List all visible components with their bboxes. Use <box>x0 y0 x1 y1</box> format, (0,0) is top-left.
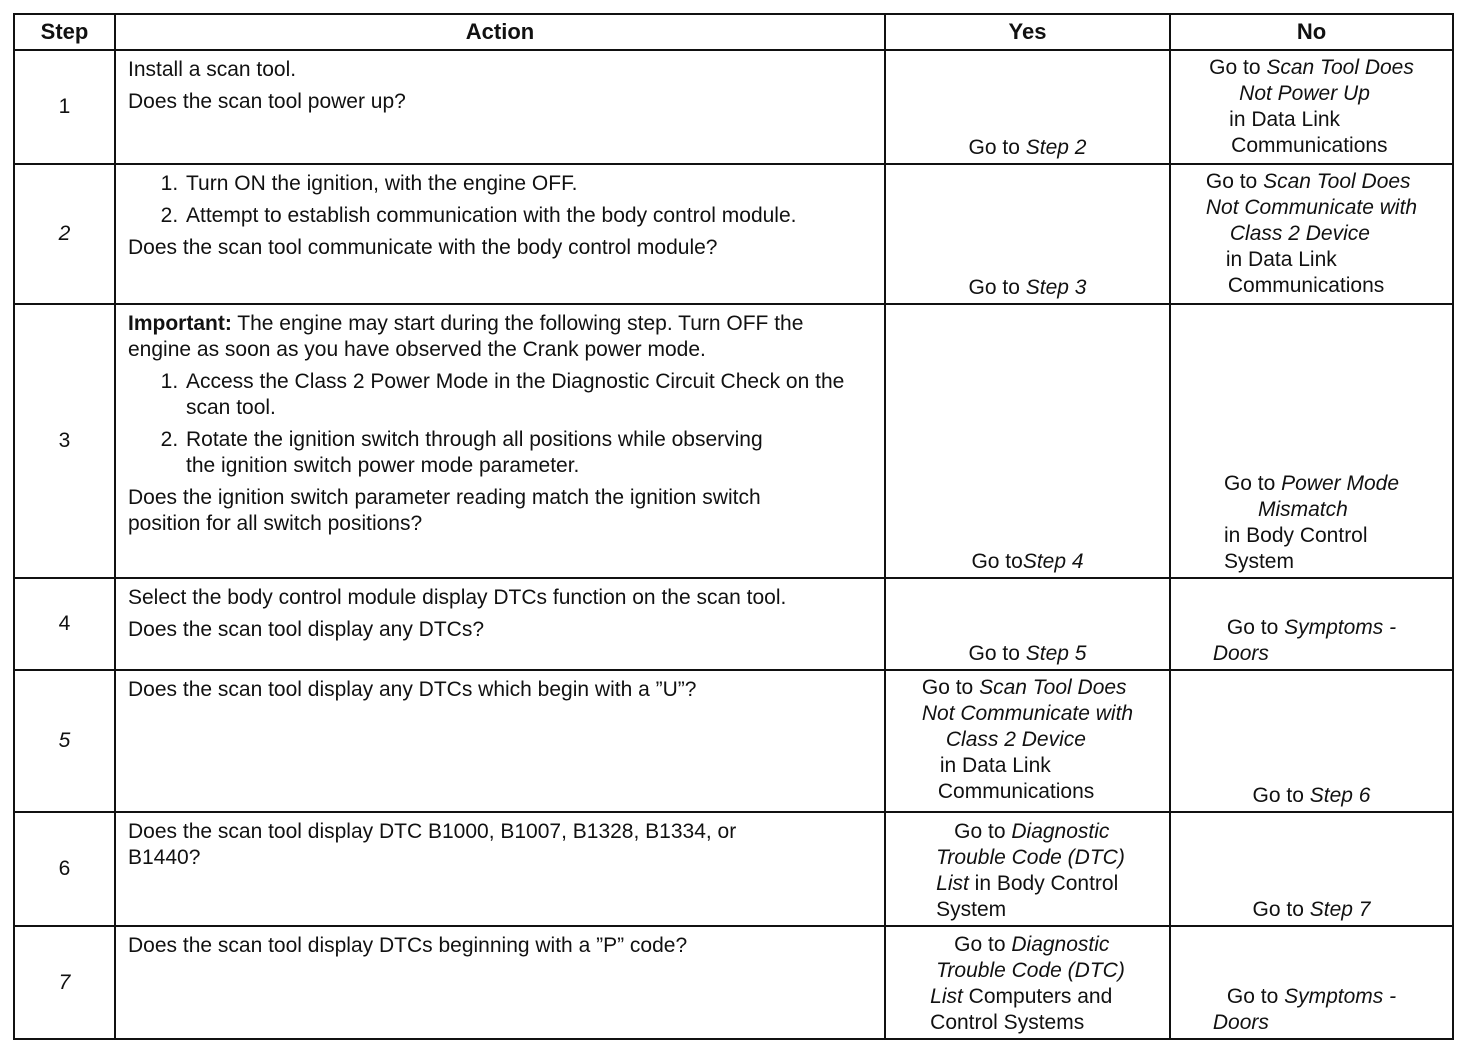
no-ref-block <box>1206 169 1417 299</box>
yes-cell <box>885 926 1170 1039</box>
important-text: The engine may start during the following step. Turn OFF the engine as soon as you have observed the Crank power mode. <box>128 312 804 361</box>
step-number: 5 <box>14 670 115 812</box>
no-link[interactable]: Power Mode <box>1281 472 1400 495</box>
no-location-cont: System <box>1223 550 1294 573</box>
no-link-cont[interactable]: Doors <box>1212 642 1269 665</box>
no-ref-block <box>1224 471 1399 575</box>
no-link-cont[interactable]: Doors <box>1212 1011 1269 1034</box>
important-note <box>128 311 872 363</box>
table-row <box>14 812 1453 926</box>
yes-link-cont[interactable]: Trouble Code (DTC) <box>936 959 1125 982</box>
diagnostic-table <box>13 13 1454 1040</box>
header-no: No <box>1170 14 1453 50</box>
yes-prefix: Go to <box>921 676 980 699</box>
action-question: Does the scan tool display any DTCs? <box>128 618 485 641</box>
action-question: Does the scan tool power up? <box>128 90 406 113</box>
header-yes: Yes <box>885 14 1170 50</box>
yes-link[interactable]: Step 5 <box>1025 642 1087 665</box>
action-question: Does the scan tool display DTCs beginning with a ”P” code? <box>128 934 688 957</box>
table-row <box>14 926 1453 1039</box>
yes-link[interactable]: Step 2 <box>1025 136 1087 159</box>
action-cell <box>115 926 885 1039</box>
no-cell <box>1170 164 1453 304</box>
action-item: 2. Rotate the ignition switch through all positions while observing the ignition switch power mode parameter. <box>184 427 872 479</box>
step-number: 6 <box>14 812 115 926</box>
yes-cell <box>885 304 1170 578</box>
table-row <box>14 50 1453 164</box>
no-cell <box>1170 670 1453 812</box>
no-location: in Data Link <box>1229 108 1341 131</box>
action-question: Does the ignition switch parameter reading match the ignition switch position for all switch positions? <box>128 486 761 535</box>
yes-link-cont[interactable]: Not Communicate with <box>921 702 1134 725</box>
no-ref-block <box>1212 984 1397 1036</box>
no-prefix: Go to <box>1209 56 1267 79</box>
important-label: Important: <box>128 312 232 335</box>
step-number: 3 <box>14 304 115 578</box>
header-step: Step <box>14 14 115 50</box>
yes-location-cont: Control Systems <box>930 1011 1085 1034</box>
no-link[interactable]: Symptoms - <box>1284 985 1397 1008</box>
yes-ref-block <box>930 819 1125 923</box>
yes-cell <box>885 50 1170 164</box>
action-question: Does the scan tool display any DTCs which begin with a ”U”? <box>128 678 697 701</box>
yes-prefix: Go to <box>968 136 1026 159</box>
no-link[interactable]: Step 6 <box>1309 784 1371 807</box>
no-cell <box>1170 926 1453 1039</box>
action-text: Install a scan tool. <box>128 58 297 81</box>
action-cell <box>115 164 885 304</box>
yes-cell <box>885 812 1170 926</box>
yes-link-cont[interactable]: Trouble Code (DTC) <box>936 846 1125 869</box>
yes-location: in Data Link <box>939 754 1051 777</box>
action-text: Select the body control module display DTCs function on the scan tool. <box>128 586 787 609</box>
no-link[interactable]: Scan Tool Does <box>1263 170 1411 193</box>
no-cell <box>1170 304 1453 578</box>
no-link-cont[interactable]: Not Communicate with <box>1205 196 1418 219</box>
no-location: in Data Link <box>1225 248 1337 271</box>
yes-link[interactable]: Step 3 <box>1025 276 1087 299</box>
no-prefix: Go to <box>1226 985 1285 1008</box>
no-prefix: Go to <box>1252 898 1310 921</box>
no-prefix: Go to <box>1226 616 1285 639</box>
step-number: 2 <box>14 164 115 304</box>
no-ref-block <box>1209 55 1414 159</box>
no-link-cont[interactable]: Mismatch <box>1257 498 1348 521</box>
step-number: 1 <box>14 50 115 164</box>
yes-prefix: Go to <box>954 820 1012 843</box>
step-number: 7 <box>14 926 115 1039</box>
table-row <box>14 578 1453 670</box>
yes-location-cont: System <box>936 898 1007 921</box>
action-question: Does the scan tool display DTC B1000, B1007, B1328, B1334, or B1440? <box>128 820 737 869</box>
table-row <box>14 670 1453 812</box>
no-cell <box>1170 578 1453 670</box>
no-link[interactable]: Symptoms - <box>1284 616 1397 639</box>
yes-link[interactable]: Diagnostic <box>1011 820 1110 843</box>
action-cell <box>115 304 885 578</box>
no-cell <box>1170 50 1453 164</box>
no-location-cont: Communications <box>1227 274 1385 297</box>
header-row <box>14 14 1453 50</box>
yes-prefix: Go to <box>968 642 1026 665</box>
yes-location: in Body Control <box>968 872 1119 895</box>
yes-ref-block <box>922 675 1133 805</box>
action-question: Does the scan tool communicate with the body control module? <box>128 236 718 259</box>
no-location-cont: Communications <box>1231 134 1388 157</box>
no-location: in Body Control <box>1223 524 1368 547</box>
table-row <box>14 164 1453 304</box>
no-prefix: Go to <box>1205 170 1264 193</box>
yes-link-cont[interactable]: List <box>936 872 969 895</box>
yes-cell <box>885 578 1170 670</box>
action-item: 2. Attempt to establish communication with the body control module. <box>184 203 872 229</box>
no-cell <box>1170 812 1453 926</box>
yes-link-cont[interactable]: Class 2 Device <box>945 728 1086 751</box>
action-cell <box>115 50 885 164</box>
step-number: 4 <box>14 578 115 670</box>
yes-prefix: Go to <box>968 276 1026 299</box>
yes-link[interactable]: Scan Tool Does <box>979 676 1127 699</box>
yes-link[interactable]: Diagnostic <box>1011 933 1110 956</box>
yes-link-cont[interactable]: List <box>930 985 963 1008</box>
no-link-cont[interactable]: Class 2 Device <box>1229 222 1370 245</box>
table-row <box>14 304 1453 578</box>
action-cell <box>115 670 885 812</box>
yes-cell <box>885 164 1170 304</box>
no-link-cont[interactable]: Not Power Up <box>1239 82 1370 105</box>
action-item: 1. Access the Class 2 Power Mode in the Diagnostic Circuit Check on the scan tool. <box>184 369 872 421</box>
no-ref-block <box>1212 615 1397 667</box>
no-link[interactable]: Scan Tool Does <box>1266 56 1414 79</box>
no-link[interactable]: Step 7 <box>1309 898 1371 921</box>
action-item: 1. Turn ON the ignition, with the engine OFF. <box>184 171 872 197</box>
header-action: Action <box>115 14 885 50</box>
yes-location-cont: Communications <box>937 780 1095 803</box>
yes-prefix: Go to <box>954 933 1012 956</box>
no-prefix: Go to <box>1252 784 1310 807</box>
yes-location: Computers and <box>962 985 1113 1008</box>
action-cell <box>115 578 885 670</box>
no-prefix: Go to <box>1223 472 1282 495</box>
yes-link[interactable]: Step 4 <box>1022 550 1084 573</box>
yes-cell <box>885 670 1170 812</box>
yes-ref-block <box>930 932 1125 1036</box>
action-cell <box>115 812 885 926</box>
yes-prefix: Go to <box>971 550 1023 573</box>
